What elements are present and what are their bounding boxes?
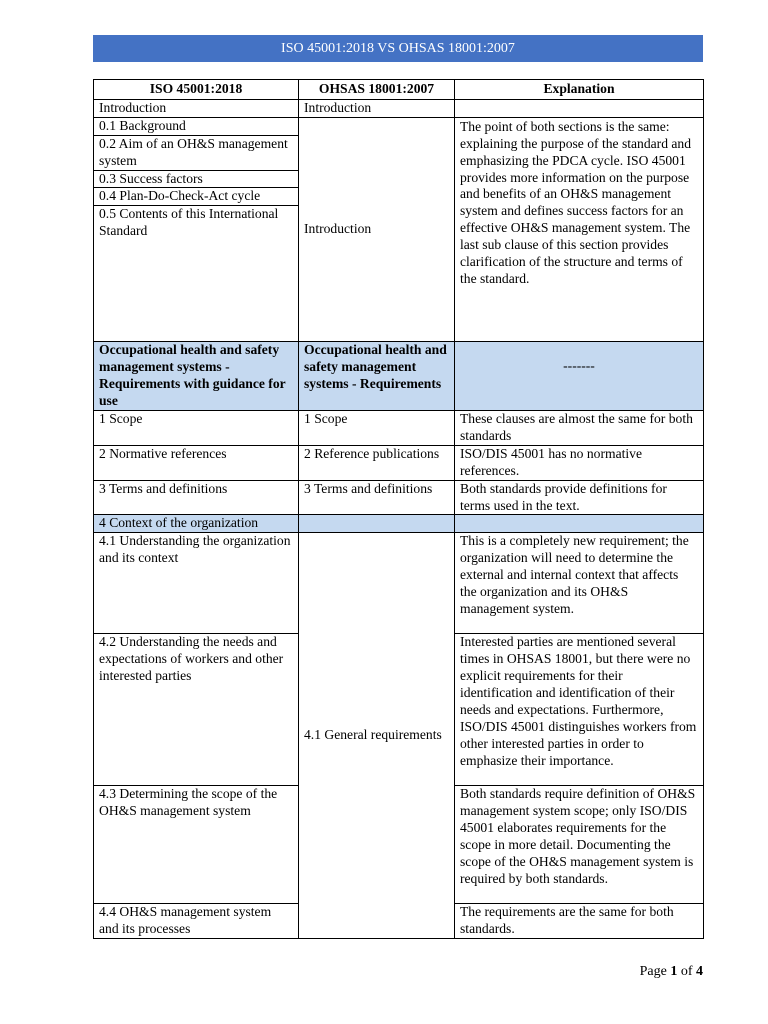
cell-iso: 2 Normative references [94, 445, 299, 480]
cell-iso: 0.4 Plan-Do-Check-Act cycle [94, 188, 299, 206]
cell-explanation: Interested parties are mentioned several times in OHSAS 18001, but there were no explicit requirements for their identification and identification of their needs and expectations. Furthermore, ISO/DIS 45001 distinguishes workers from other interested parties in order to emphasize their importance. [455, 634, 704, 786]
cell-iso: 0.2 Aim of an OH&S management system [94, 135, 299, 170]
table-header-row [94, 80, 704, 100]
cell-iso: 4.2 Understanding the needs and expectations of workers and other interested parties [94, 634, 299, 786]
page-current: 1 [670, 964, 678, 979]
document-title-banner: ISO 45001:2018 VS OHSAS 18001:2007 [93, 35, 703, 62]
cell-iso: Occupational health and safety management systems - Requirements with guidance for use [94, 342, 299, 411]
header-explanation: Explanation [455, 80, 704, 100]
table-row-section-heading [94, 515, 704, 533]
cell-explanation: The point of both sections is the same: explaining the purpose of the standard and emphasizing the PDCA cycle. ISO 45001 provides more information on the purpose and benefits of an OH&S management system and defines success factors for an effective OH&S management system. The last sub clause of this section provides clarification of the structure and terms of the standard. [455, 117, 704, 342]
cell-explanation: These clauses are almost the same for both standards [455, 410, 704, 445]
header-iso: ISO 45001:2018 [94, 80, 299, 100]
cell-ohsas: 2 Reference publications [299, 445, 455, 480]
cell-iso: 0.1 Background [94, 117, 299, 135]
table-row [94, 445, 704, 480]
page-label: Page [639, 964, 667, 979]
cell-ohsas: Occupational health and safety management systems - Requirements [299, 342, 455, 411]
table-row-standard-title [94, 342, 704, 411]
cell-iso: 0.5 Contents of this International Standard [94, 206, 299, 342]
cell-iso: 4.1 Understanding the organization and its context [94, 533, 299, 634]
cell-explanation: ------- [455, 342, 704, 411]
cell-explanation: This is a completely new requirement; the organization will need to determine the external and internal context that affects the organization and its OH&S management system. [455, 533, 704, 634]
page-total: 4 [696, 964, 703, 979]
cell-ohsas: 4.1 General requirements [299, 533, 455, 939]
table-row [94, 533, 704, 634]
page-of: of [680, 964, 693, 979]
cell-iso: 4.4 OH&S management system and its processes [94, 904, 299, 939]
cell-ohsas: 1 Scope [299, 410, 455, 445]
comparison-table [93, 79, 704, 939]
cell-explanation [455, 99, 704, 117]
cell-explanation: Both standards provide definitions for terms used in the text. [455, 480, 704, 515]
cell-ohsas: 3 Terms and definitions [299, 480, 455, 515]
cell-iso: Introduction [94, 99, 299, 117]
page-number [640, 964, 703, 980]
cell-ohsas: Introduction [299, 99, 455, 117]
cell-iso: 0.3 Success factors [94, 170, 299, 188]
cell-explanation: Both standards require definition of OH&S management system scope; only ISO/DIS 45001 elaborates requirements for the scope in more detail. Documenting the scope of the OH&S management system is required by both standards. [455, 786, 704, 904]
cell-ohsas: Introduction [299, 117, 455, 342]
cell-iso: 1 Scope [94, 410, 299, 445]
cell-iso: 3 Terms and definitions [94, 480, 299, 515]
header-ohsas: OHSAS 18001:2007 [299, 80, 455, 100]
table-row [94, 99, 704, 117]
cell-ohsas [299, 515, 455, 533]
cell-iso: 4.3 Determining the scope of the OH&S management system [94, 786, 299, 904]
table-row [94, 117, 704, 135]
cell-explanation: The requirements are the same for both standards. [455, 904, 704, 939]
table-row [94, 480, 704, 515]
cell-explanation: ISO/DIS 45001 has no normative references. [455, 445, 704, 480]
cell-explanation [455, 515, 704, 533]
table-row [94, 410, 704, 445]
cell-iso: 4 Context of the organization [94, 515, 299, 533]
